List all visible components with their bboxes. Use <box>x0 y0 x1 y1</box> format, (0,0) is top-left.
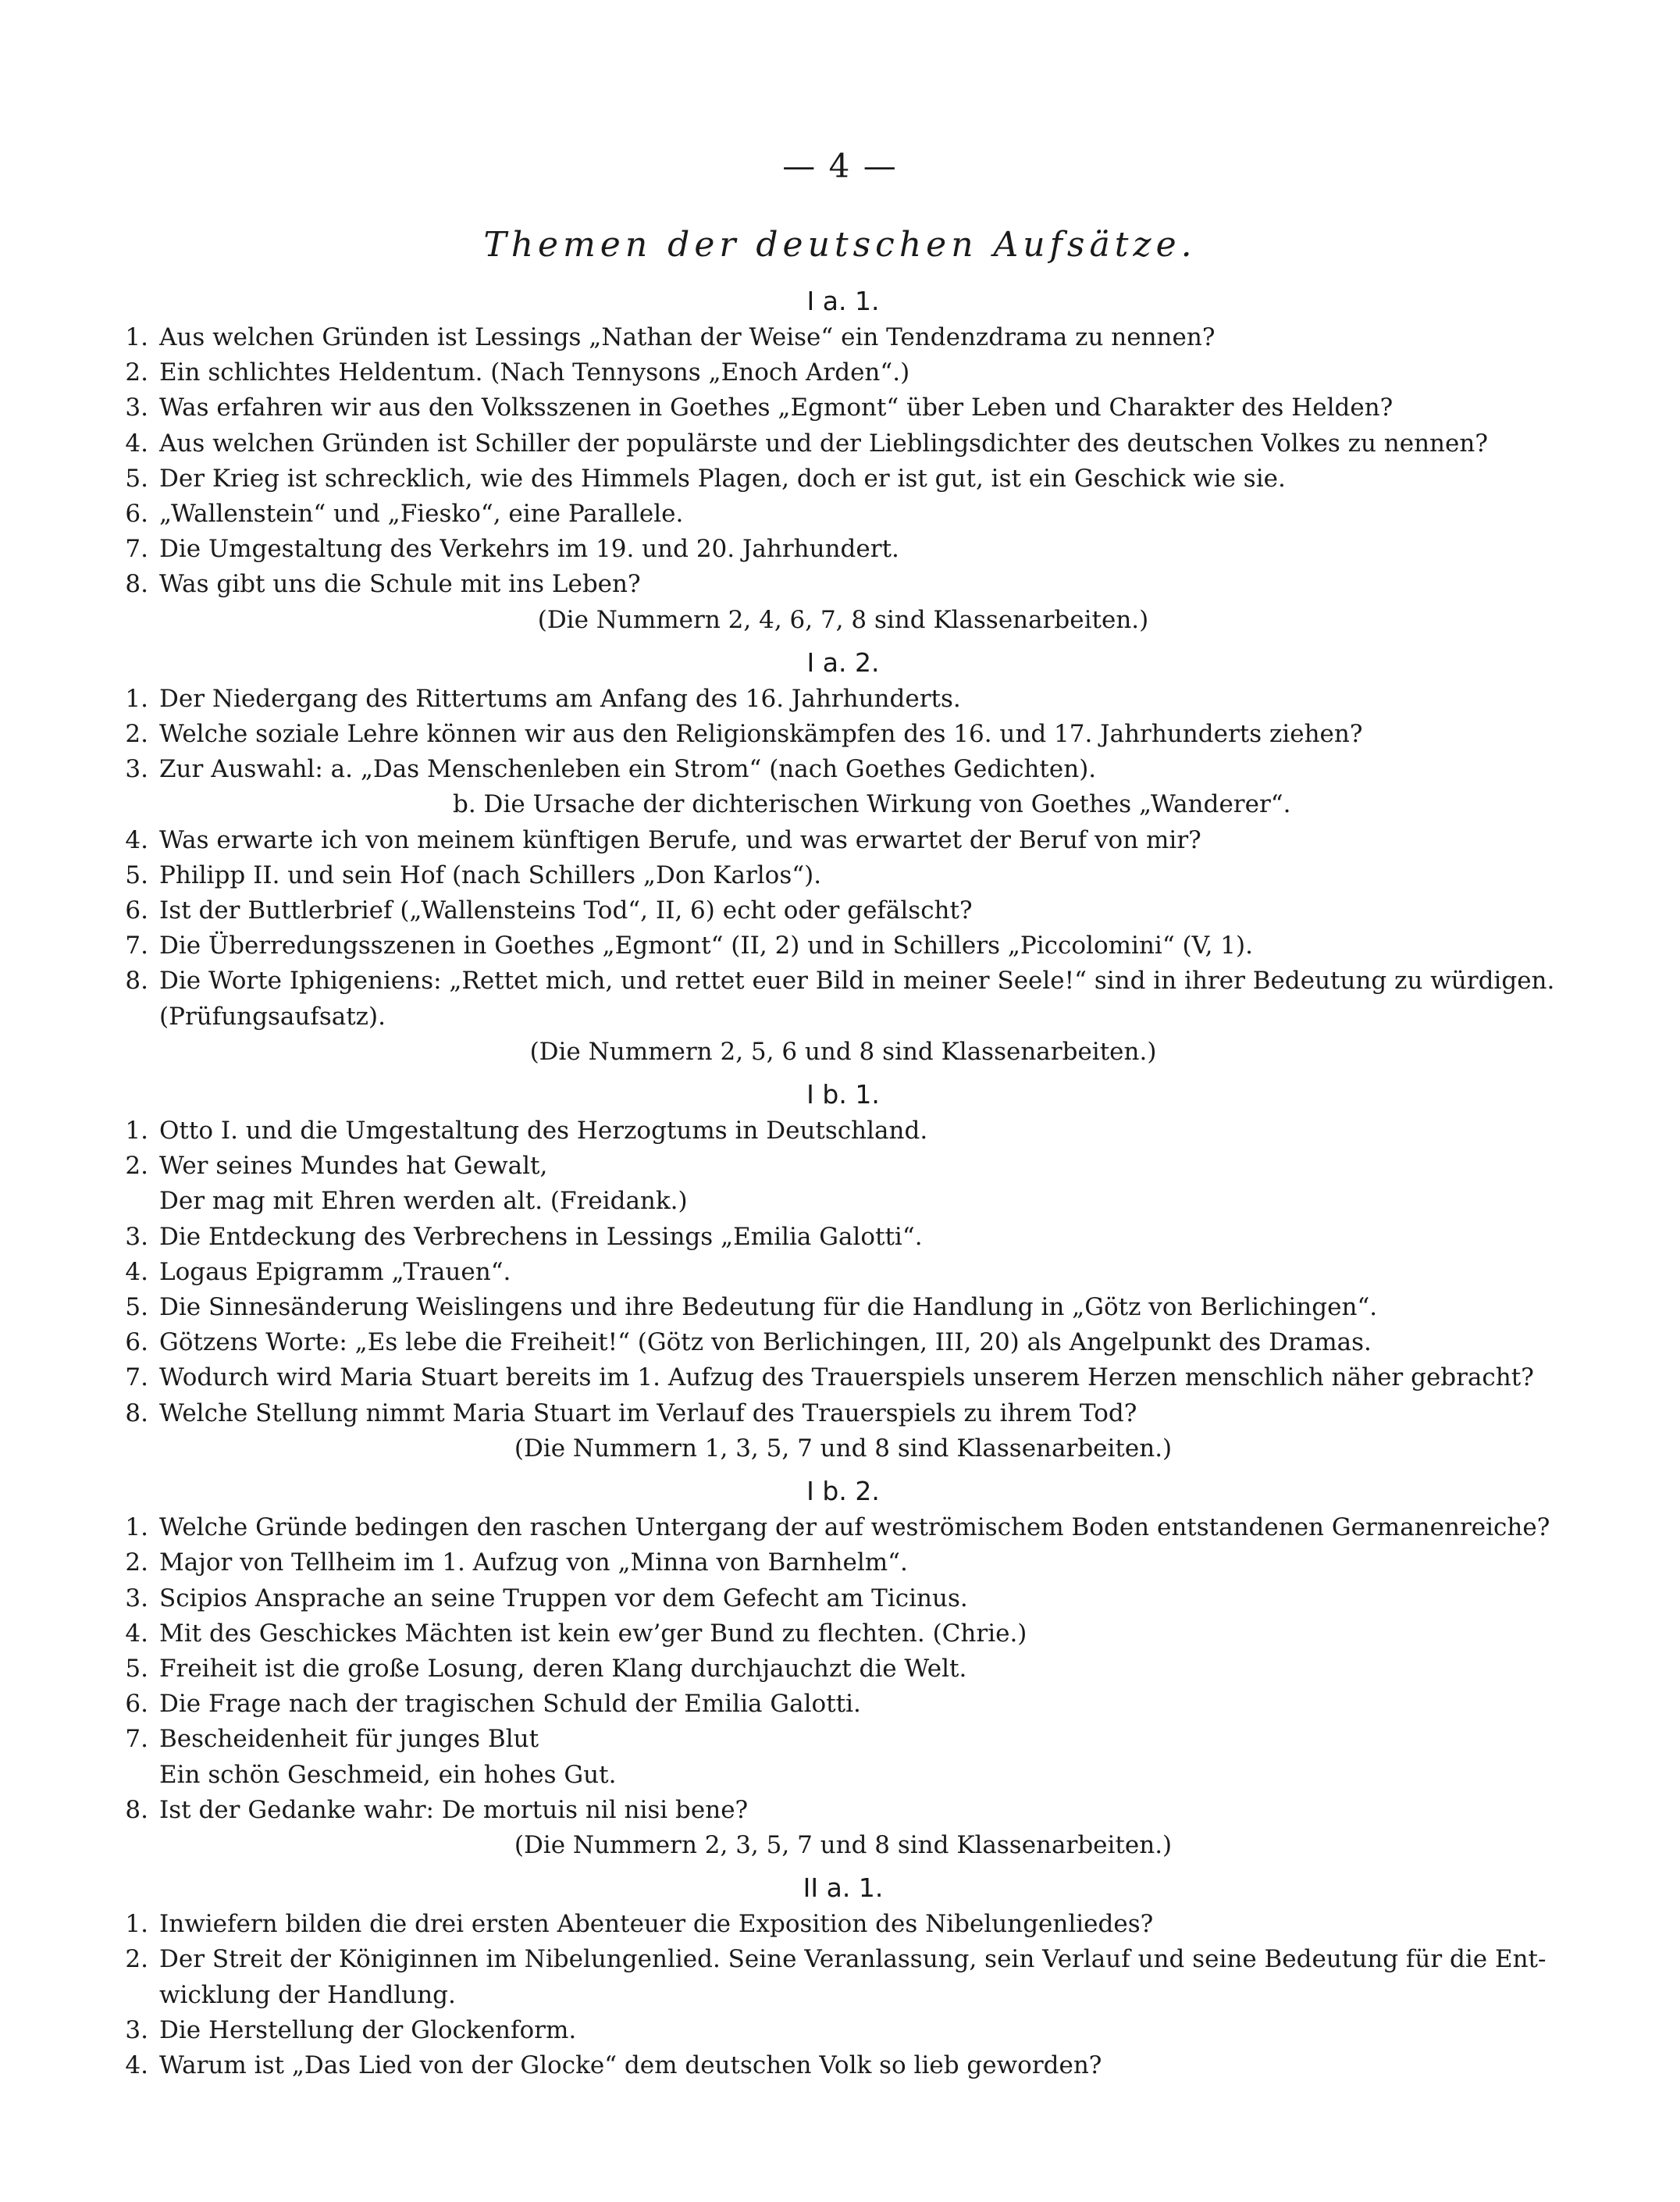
page-number: — 4 — <box>782 147 898 185</box>
item-text: Die Herstellung der Glockenform. <box>159 2015 577 2044</box>
item-number <box>109 1758 159 1793</box>
item-number: 3. <box>125 1222 148 1251</box>
item-text: wicklung der Handlung. <box>159 1980 456 2009</box>
item-text: „Wallenstein“ und „Fiesko“, eine Parallele. <box>159 500 684 529</box>
list-item <box>109 1616 1577 1652</box>
item-number: 4. <box>125 1257 148 1286</box>
list-item <box>109 717 1577 752</box>
item-text: Die Entdeckung des Verbrechens in Lessings „Emilia Galotti“. <box>159 1222 923 1251</box>
section-note: (Die Nummern 2, 5, 6 und 8 sind Klassenarbeiten.) <box>529 1037 1157 1066</box>
item-number: 1. <box>125 1513 148 1542</box>
item-text: Was erwarte ich von meinem künftigen Berufe, und was erwartet der Beruf von mir? <box>159 825 1201 854</box>
item-text: (Prüfungsaufsatz). <box>159 1002 386 1031</box>
item-number: 8. <box>125 570 148 599</box>
item-number: 7. <box>125 1725 148 1754</box>
list-item <box>109 1255 1577 1290</box>
item-number: 3. <box>125 394 148 422</box>
item-number <box>109 1184 159 1219</box>
item-text: Wodurch wird Maria Stuart bereits im 1. Aufzug des Trauerspiels unserem Herzen menschlich näher gebracht? <box>159 1363 1534 1392</box>
item-text: Ein schön Geschmeid, ein hohes Gut. <box>159 1760 617 1789</box>
item-text: Ist der Gedanke wahr: De mortuis nil nisi bene? <box>159 1795 749 1824</box>
item-text: Mit des Geschickes Mächten ist kein ew’ger Bund zu flechten. (Chrie.) <box>159 1619 1027 1648</box>
item-number: 2. <box>125 1945 148 1974</box>
list-item <box>109 1687 1577 1722</box>
item-text: Ein schlichtes Heldentum. (Nach Tennysons „Enoch Arden“.) <box>159 358 910 387</box>
item-text: Die Überredungsszenen in Goethes „Egmont“ (II, 2) und in Schillers „Piccolomini“ (V, 1). <box>159 932 1253 960</box>
item-text: Philipp II. und sein Hof (nach Schillers „Don Karlos“). <box>159 860 822 889</box>
item-text: Ist der Buttlerbrief („Wallensteins Tod“, II, 6) echt oder gefälscht? <box>159 896 973 925</box>
item-text: Welche soziale Lehre können wir aus den Religionskämpfen des 16. und 17. Jahrhunderts ziehen? <box>159 720 1363 749</box>
item-text: Freiheit ist die große Losung, deren Klang durchjauchzt die Welt. <box>159 1654 967 1683</box>
list-item <box>109 682 1577 717</box>
list-item <box>109 1149 1577 1184</box>
item-number <box>109 999 159 1035</box>
themes-list <box>109 283 1577 2083</box>
item-text: Wer seines Mundes hat Gewalt, <box>159 1152 548 1181</box>
section-ib1 <box>109 1076 1577 1466</box>
section-ia2 <box>109 644 1577 1070</box>
section-note: (Die Nummern 2, 3, 5, 7 und 8 sind Klassenarbeiten.) <box>514 1830 1173 1859</box>
list-item <box>109 1545 1577 1580</box>
item-number: 5. <box>125 860 148 889</box>
item-text: Der Niedergang des Rittertums am Anfang des 16. Jahrhunderts. <box>159 684 961 713</box>
item-text: Der Streit der Königinnen im Nibelungenlied. Seine Veranlassung, sein Verlauf und seine Bedeutung für die Ent- <box>159 1945 1547 1974</box>
section-heading: I b. 1. <box>806 1079 880 1110</box>
list-item <box>109 1758 1577 1793</box>
item-number: 4. <box>125 825 148 854</box>
item-text: Aus welchen Gründen ist Schiller der populärste und der Lieblingsdichter des deutschen Volkes zu nennen? <box>159 429 1488 458</box>
item-number: 5. <box>125 464 148 493</box>
list-item <box>109 355 1577 390</box>
list-item <box>109 426 1577 461</box>
item-text: Major von Tellheim im 1. Aufzug von „Minna von Barnhelm“. <box>159 1548 908 1577</box>
item-text: Aus welchen Gründen ist Lessings „Nathan der Weise“ ein Tendenzdrama zu nennen? <box>159 323 1216 351</box>
item-text: Götzens Worte: „Es lebe die Freiheit!“ (Götz von Berlichingen, III, 20) als Angelpunkt des Dramas. <box>159 1328 1372 1357</box>
item-text: Inwiefern bilden die drei ersten Abenteuer die Exposition des Nibelungenliedes? <box>159 1910 1154 1939</box>
list-item <box>109 964 1577 999</box>
list-item <box>109 1113 1577 1149</box>
item-number: 2. <box>125 1152 148 1181</box>
item-text: Zur Auswahl: a. „Das Menschenleben ein Strom“ (nach Goethes Gedichten). <box>159 755 1097 784</box>
list-item <box>109 928 1577 964</box>
list-item <box>109 1978 1577 2013</box>
list-item <box>109 1325 1577 1360</box>
list-item <box>109 1722 1577 1757</box>
item-text: Warum ist „Das Lied von der Glocke“ dem deutschen Volk so lieb geworden? <box>159 2051 1102 2079</box>
item-number: 6. <box>125 896 148 925</box>
item-text: Welche Gründe bedingen den raschen Untergang der auf weströmischem Boden entstandenen Germanenreiche? <box>159 1513 1550 1542</box>
section-note: (Die Nummern 2, 4, 6, 7, 8 sind Klassenarbeiten.) <box>537 605 1149 634</box>
item-number <box>109 1978 159 2013</box>
item-number: 5. <box>125 1293 148 1322</box>
list-item <box>109 1652 1577 1687</box>
page-title: Themen der deutschen Aufsätze. <box>483 225 1197 265</box>
item-number: 4. <box>125 1619 148 1648</box>
item-text: Der mag mit Ehren werden alt. (Freidank.) <box>159 1187 688 1216</box>
list-item <box>109 1942 1577 1977</box>
item-number: 7. <box>125 1363 148 1392</box>
list-item <box>109 532 1577 567</box>
section-heading: II a. 1. <box>803 1872 884 1904</box>
item-text: Die Frage nach der tragischen Schuld der Emilia Galotti. <box>159 1690 861 1719</box>
list-item <box>109 320 1577 355</box>
item-text: Scipios Ansprache an seine Truppen vor dem Gefecht am Ticinus. <box>159 1584 968 1612</box>
item-text: Bescheidenheit für junges Blut <box>159 1725 539 1754</box>
list-item <box>109 1581 1577 1616</box>
item-number: 5. <box>125 1654 148 1683</box>
list-item <box>109 461 1577 497</box>
item-number: 6. <box>125 1690 148 1719</box>
item-text: Otto I. und die Umgestaltung des Herzogtums in Deutschland. <box>159 1117 928 1146</box>
list-item <box>109 2013 1577 2048</box>
list-item <box>109 1220 1577 1255</box>
item-number: 2. <box>125 358 148 387</box>
item-text: Die Worte Iphigeniens: „Rettet mich, und rettet euer Bild in meiner Seele!“ sind in ihrer Bedeutung zu würdigen. <box>159 967 1555 996</box>
item-number: 4. <box>125 2051 148 2079</box>
list-item <box>109 787 1577 822</box>
section-iia1 <box>109 1869 1577 2083</box>
item-text: b. Die Ursache der dichterischen Wirkung von Goethes „Wanderer“. <box>453 790 1291 819</box>
item-number: 3. <box>125 2015 148 2044</box>
item-number: 6. <box>125 1328 148 1357</box>
list-item <box>109 893 1577 928</box>
item-number: 8. <box>125 1399 148 1427</box>
list-item <box>109 858 1577 893</box>
list-item <box>109 497 1577 532</box>
list-item <box>109 2048 1577 2083</box>
list-item <box>109 823 1577 858</box>
section-note: (Die Nummern 1, 3, 5, 7 und 8 sind Klassenarbeiten.) <box>514 1434 1173 1463</box>
list-item <box>109 567 1577 602</box>
list-item <box>109 1396 1577 1431</box>
item-number <box>109 787 159 822</box>
item-number: 2. <box>125 1548 148 1577</box>
list-item <box>109 1907 1577 1942</box>
item-number: 1. <box>125 1117 148 1146</box>
list-item <box>109 1184 1577 1219</box>
item-number: 6. <box>125 500 148 529</box>
list-item <box>109 390 1577 426</box>
item-text: Welche Stellung nimmt Maria Stuart im Verlauf des Trauerspiels zu ihrem Tod? <box>159 1399 1137 1427</box>
section-heading: I a. 1. <box>806 286 880 316</box>
item-number: 8. <box>125 1795 148 1824</box>
item-text: Der Krieg ist schrecklich, wie des Himmels Plagen, doch er ist gut, ist ein Geschick wie sie. <box>159 464 1286 493</box>
item-number: 4. <box>125 429 148 458</box>
section-ia1 <box>109 283 1577 638</box>
list-item <box>109 1360 1577 1395</box>
item-number: 1. <box>125 1910 148 1939</box>
item-number: 8. <box>125 967 148 996</box>
list-item <box>109 999 1577 1035</box>
list-item <box>109 752 1577 787</box>
item-text: Logaus Epigramm „Trauen“. <box>159 1257 511 1286</box>
list-item <box>109 1793 1577 1828</box>
item-number: 3. <box>125 1584 148 1612</box>
section-ib2 <box>109 1473 1577 1863</box>
item-number: 3. <box>125 755 148 784</box>
item-number: 1. <box>125 684 148 713</box>
item-number: 7. <box>125 932 148 960</box>
section-heading: I b. 2. <box>806 1476 880 1507</box>
list-item <box>109 1510 1577 1545</box>
list-item <box>109 1290 1577 1325</box>
item-number: 2. <box>125 720 148 749</box>
item-text: Die Sinnesänderung Weislingens und ihre Bedeutung für die Handlung in „Götz von Berlichingen“. <box>159 1293 1378 1322</box>
item-text: Was gibt uns die Schule mit ins Leben? <box>159 570 641 599</box>
section-heading: I a. 2. <box>806 647 880 678</box>
item-number: 1. <box>125 323 148 351</box>
item-text: Die Umgestaltung des Verkehrs im 19. und 20. Jahrhundert. <box>159 535 899 564</box>
item-number: 7. <box>125 535 148 564</box>
item-text: Was erfahren wir aus den Volksszenen in Goethes „Egmont“ über Leben und Charakter des Helden? <box>159 394 1393 422</box>
